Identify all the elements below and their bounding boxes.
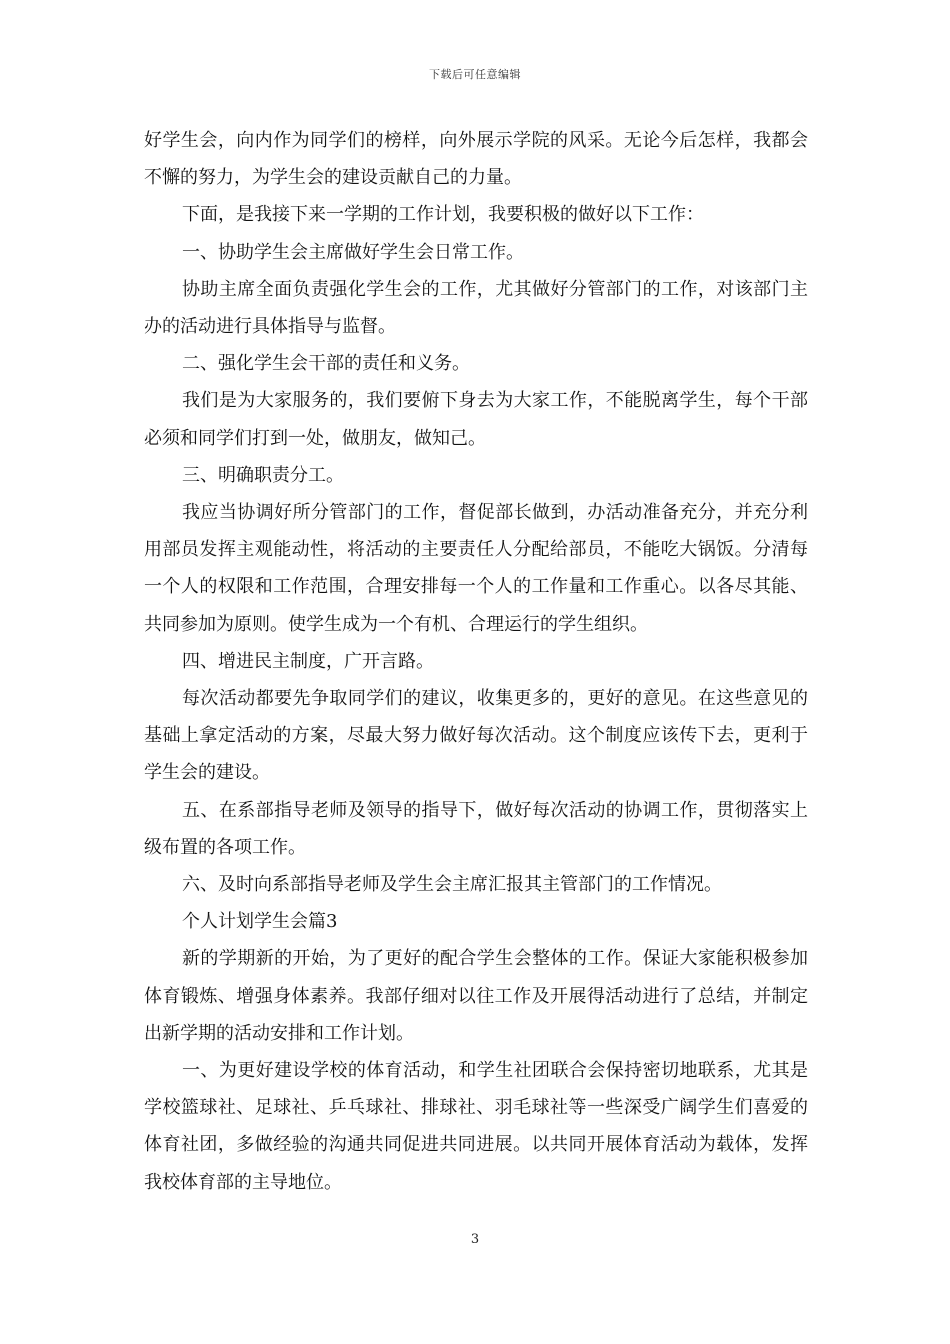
paragraph-section-item-1: 一、为更好建设学校的体育活动，和学生社团联合会保持密切地联系，尤其是学校篮球社、足球社、乒乓球社、排球社、羽毛球社等一些深受广阔学生们喜爱的体育社团，多做经验的沟通共同促进共同进展。以共同开展体育活动为载体，发挥我校体育部的主导地位。 [144, 1060, 808, 1193]
paragraph-item-3: 我应当协调好所分管部门的工作，督促部长做到，办活动准备充分，并充分利用部员发挥主观能动性，将活动的主要责任人分配给部员，不能吃大锅饭。分清每一个人的权限和工作范围，合理安排每一个人的工作量和工作重心。以各尽其能、共同参加为原则。使学生成为一个有机、合理运行的学生组织。 [144, 502, 808, 635]
paragraph-item-1: 协助主席全面负责强化学生会的工作，尤其做好分管部门的工作，对该部门主办的活动进行具体指导与监督。 [144, 278, 808, 338]
paragraph-item-2: 我们是为大家服务的，我们要俯下身去为大家工作，不能脱离学生，每个干部必须和同学们打到一处，做朋友，做知己。 [144, 390, 808, 449]
paragraph-item-4: 每次活动都要先争取同学们的建议，收集更多的，更好的意见。在这些意见的基础上拿定活动的方案，尽最大努力做好每次活动。这个制度应该传下去，更利于学生会的建设。 [144, 688, 808, 784]
heading-item-4: 四、增进民主制度，广开言路。 [182, 650, 434, 672]
page-header: 下载后可任意编辑 [429, 68, 521, 81]
paragraph-item-6: 六、及时向系部指导老师及学生会主席汇报其主管部门的工作情况。 [182, 874, 722, 896]
paragraph-continuation: 好学生会，向内作为同学们的榜样，向外展示学院的风采。无论今后怎样，我都会不懈的努力，为学生会的建设贡献自己的力量。 [144, 130, 808, 189]
paragraph-item-5: 五、在系部指导老师及领导的指导下，做好每次活动的协调工作，贯彻落实上级布置的各项工作。 [144, 799, 808, 858]
paragraph-section-intro: 新的学期新的开始，为了更好的配合学生会整体的工作。保证大家能积极参加体育锻炼、增强身体素养。我部仔细对以往工作及开展得活动进行了总结，并制定出新学期的活动安排和工作计划。 [144, 948, 808, 1044]
document-body [144, 122, 808, 1201]
section-title: 个人计划学生会篇3 [182, 911, 338, 933]
heading-item-3: 三、明确职责分工。 [182, 464, 344, 486]
heading-item-1: 一、协助学生会主席做好学生会日常工作。 [182, 241, 524, 263]
page-number: 3 [470, 1232, 480, 1247]
heading-item-2: 二、强化学生会干部的责任和义务。 [182, 353, 470, 375]
paragraph-plan-intro: 下面，是我接下来一学期的工作计划，我要积极的做好以下工作： [182, 204, 704, 226]
